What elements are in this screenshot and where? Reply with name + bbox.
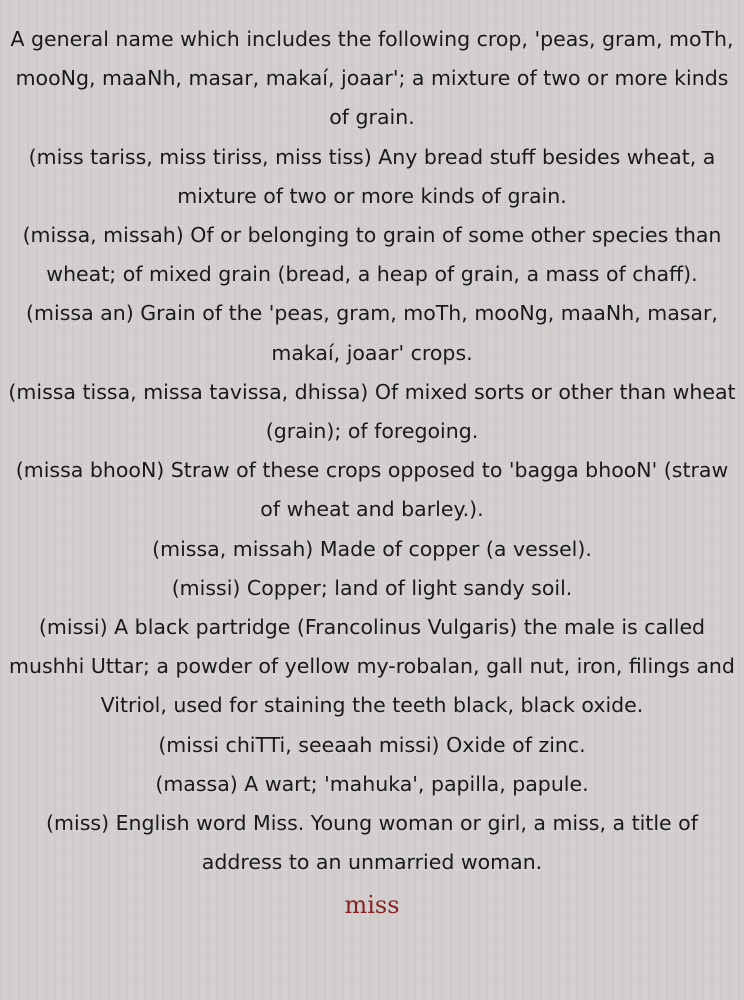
definitions-block — [7, 20, 737, 882]
definition-entry: (missa, missah) Made of copper (a vessel). — [152, 536, 592, 561]
definition-entry: (missa bhooN) Straw of these crops opposed to 'bagga bhooN' (straw of wheat and barley.). — [15, 458, 729, 522]
definition-entry: (missa, missah) Of or belonging to grain of some other species than wheat; of mixed grain (bread, a heap of grain, a mass of chaff). — [22, 223, 722, 287]
definition-entry: A general name which includes the following crop, 'peas, gram, moTh, mooNg, maaNh, masar, makaí, joaar'; a mixture of two or more kinds of grain. — [10, 27, 734, 130]
definition-entry: (missa tissa, missa tavissa, dhissa) Of mixed sorts or other than wheat (grain); of foregoing. — [8, 379, 736, 444]
dictionary-page — [0, 20, 744, 1000]
definition-entry: (miss tariss, miss tiriss, miss tiss) Any bread stuff besides wheat, a mixture of two or more kinds of grain. — [28, 144, 716, 208]
definition-entry: (missi chiTTi, seeaah missi) Oxide of zinc. — [158, 732, 586, 757]
definition-entry: (massa) A wart; 'mahuka', papilla, papule. — [155, 771, 589, 796]
headword: miss — [344, 891, 400, 920]
definition-entry: (missi) Copper; land of light sandy soil. — [171, 575, 573, 600]
definition-entry: (miss) English word Miss. Young woman or girl, a miss, a title of address to an unmarried woman. — [46, 811, 698, 875]
definition-entry: (missi) A black partridge (Francolinus Vulgaris) the male is called mushhi Uttar; a powder of yellow my-robalan, gall nut, iron, filings and Vitriol, used for staining the teeth black, black oxide. — [9, 615, 735, 718]
definition-entry: (missa an) Grain of the 'peas, gram, moTh, mooNg, maaNh, masar, makaí, joaar' crops. — [26, 301, 718, 365]
